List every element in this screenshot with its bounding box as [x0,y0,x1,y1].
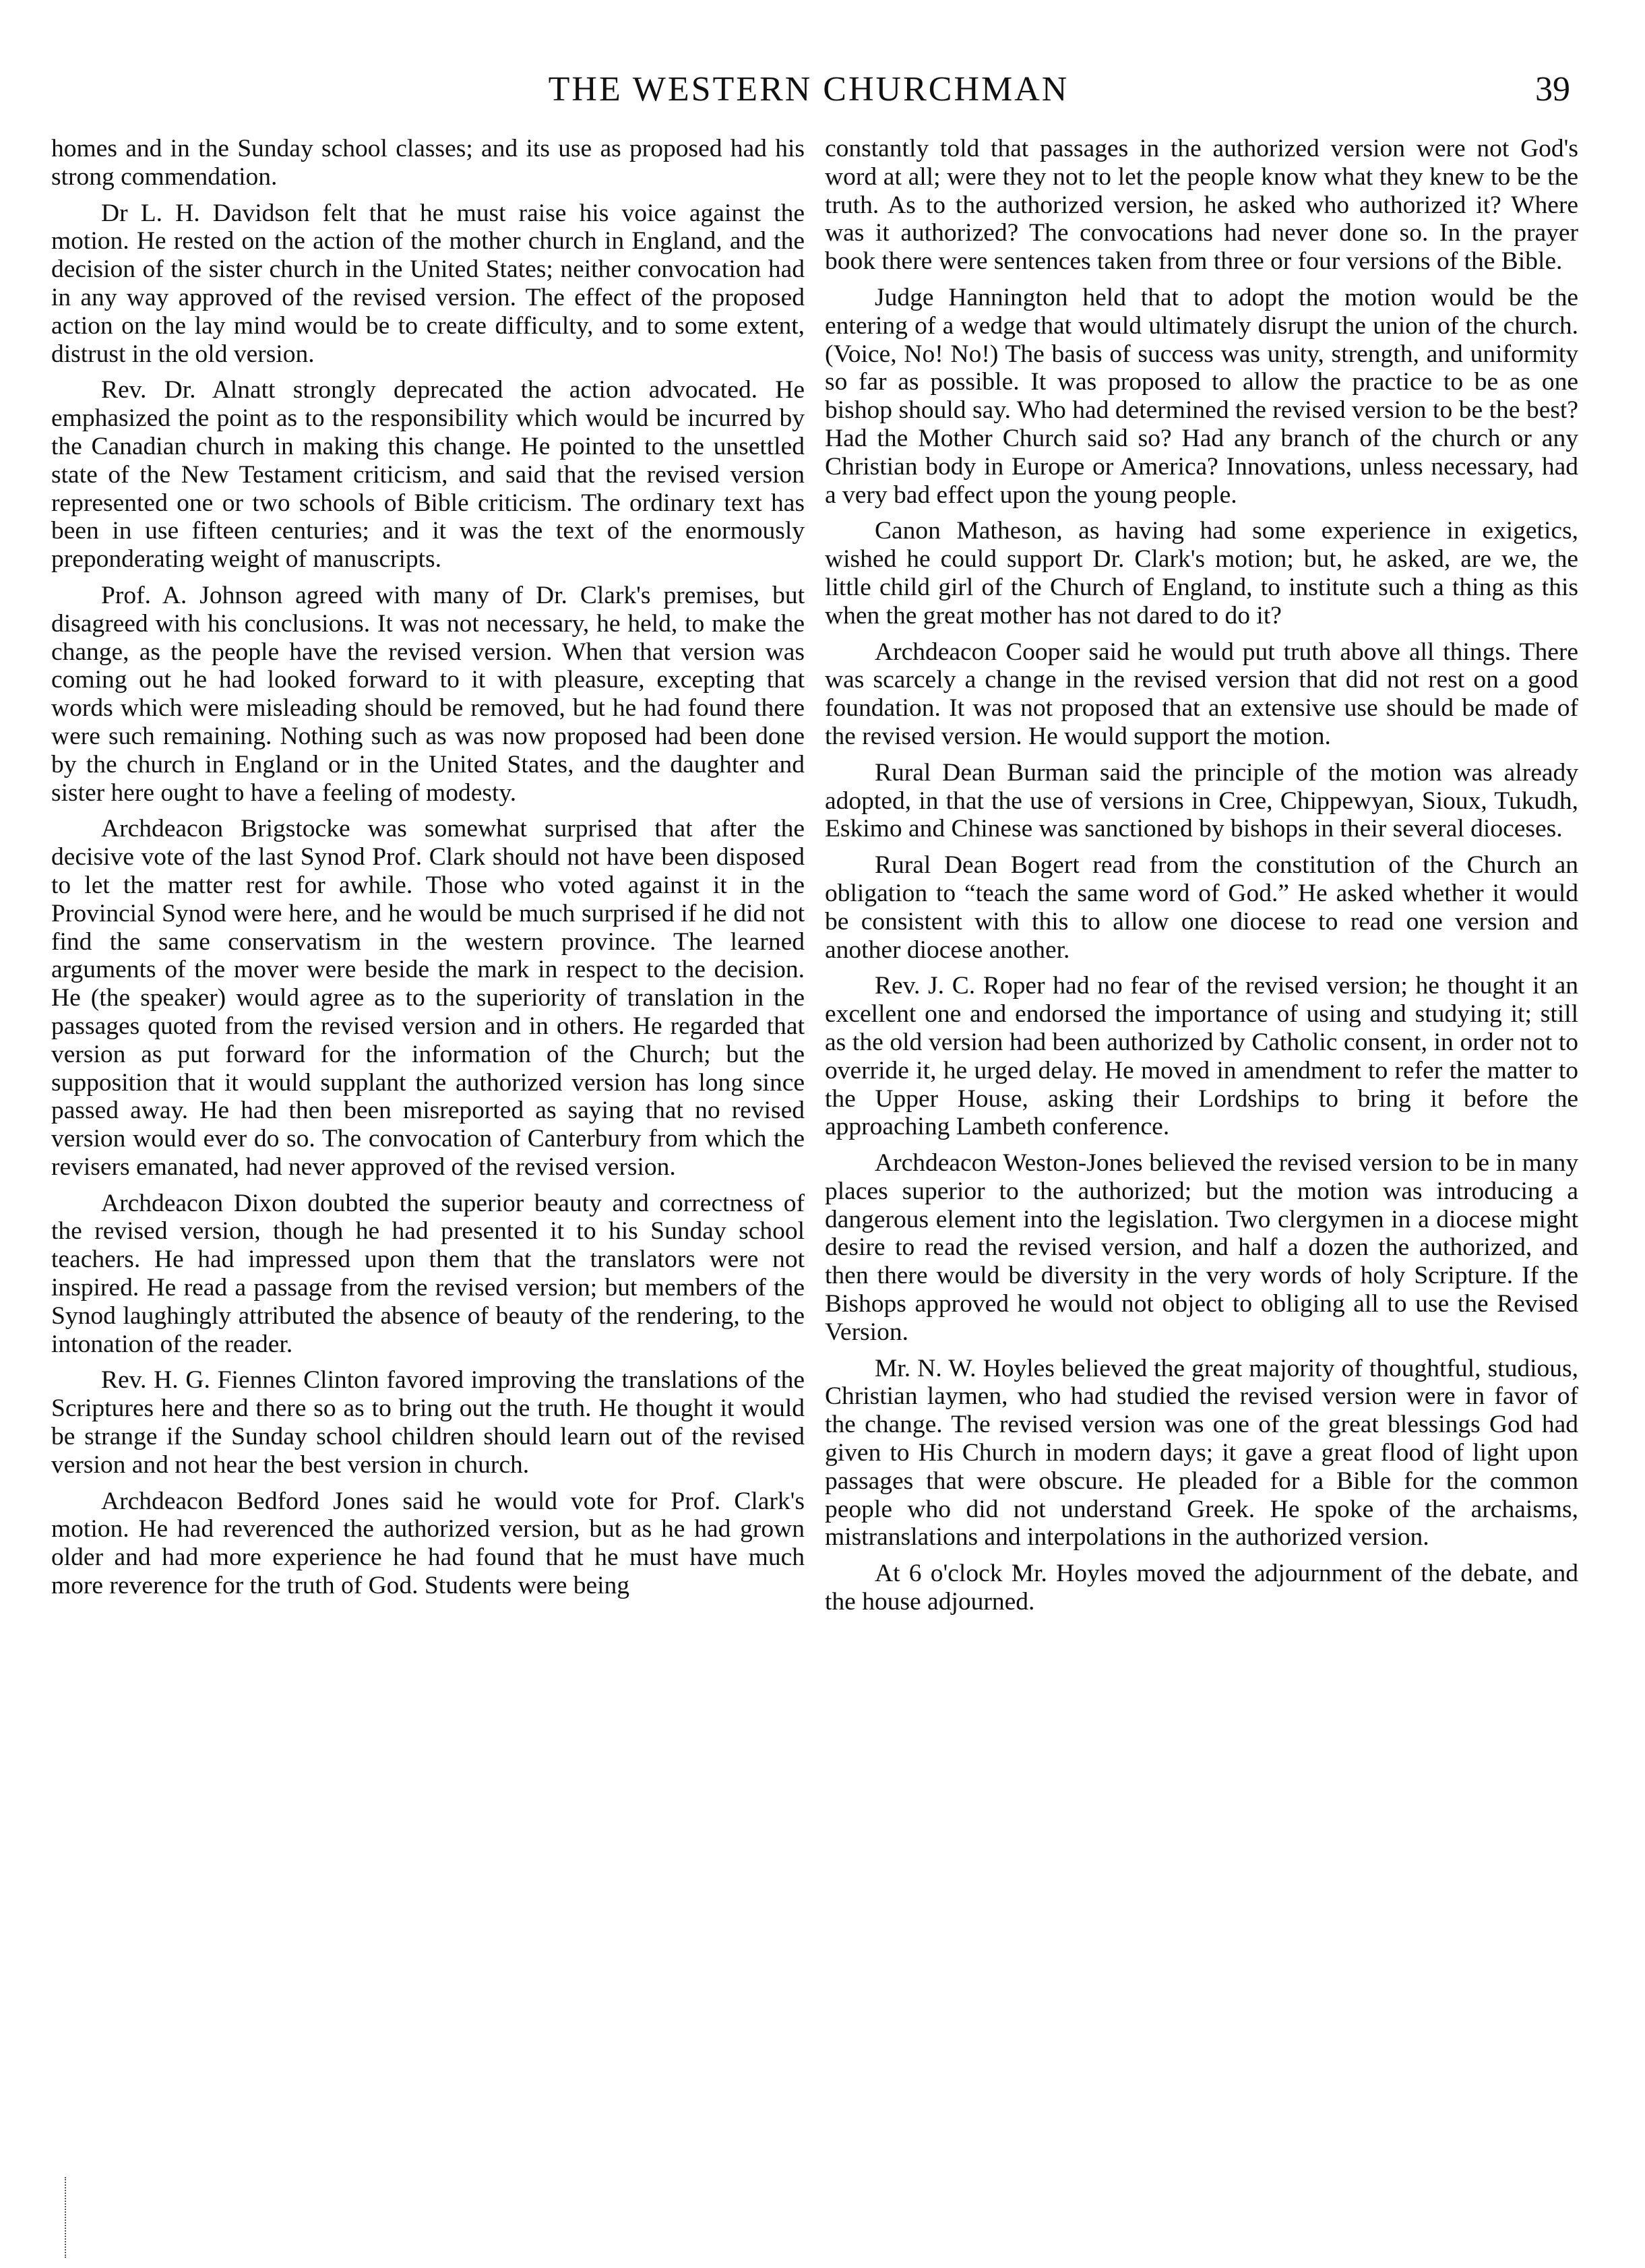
paragraph: Archdeacon Weston-Jones believed the revised version to be in many places superior to the authorized; but the motion was introducing a dangerous element into the legislation. Two clergymen in a diocese might desire to read the revised version, and half a dozen the authorized, and then there would be diversity in the very words of holy Scripture. If the Bishops approved he would not object to obliging all to use the Revised Version. [825,1149,1578,1346]
paragraph: Rural Dean Bogert read from the constitution of the Church an obligation to “teach the same word of God.” He asked whether it would be consistent with this to allow one diocese to read one version and another diocese another. [825,851,1578,964]
paragraph: Mr. N. W. Hoyles believed the great majority of thoughtful, studious, Christian laymen, who had studied the revised version were in favor of the change. The revised version was one of the great blessings God had given to His Church in modern days; it gave a great flood of light upon passages that were obscure. He pleaded for a Bible for the common people who did not understand Greek. He spoke of the archaisms, mistranslations and interpolations in the authorized version. [825,1354,1578,1552]
paragraph: Rev. J. C. Roper had no fear of the revised version; he thought it an excellent one and endorsed the importance of using and studying it; still as the old version had been authorized by Catholic consent, in order not to override it, he urged delay. He moved in amendment to refer the matter to the Upper House, asking their Lordships to bring it before the approaching Lambeth conference. [825,972,1578,1141]
paragraph: Dr L. H. Davidson felt that he must raise his voice against the motion. He rested on the action of the mother church in England, and the decision of the sister church in the United States; neither convocation had in any way approved of the revised version. The effect of the proposed action on the lay mind would be to create difficulty, and to some extent, distrust in the old version. [51,199,805,368]
page-header [47,66,1570,113]
page-number: 39 [1535,70,1570,109]
paragraph: Rev. H. G. Fiennes Clinton favored improving the translations of the Scriptures here and there so as to bring out the truth. He thought it would be strange if the Sunday school children should learn out of the revised version and not hear the best version in church. [51,1366,805,1479]
paragraph: Archdeacon Bedford Jones said he would vote for Prof. Clark's motion. He had reverenced the authorized version, but as he had grown older and had more experience he had found that he must have much more reverence for the truth of God. Students were being [51,1487,805,1600]
paragraph: constantly told that passages in the authorized version were not God's word at all; were they not to let the people know what they knew to be the truth. As to the authorized version, he asked who authorized it? Where was it authorized? The convocations had never done so. In the prayer book there were sentences taken from three or four versions of the Bible. [825,135,1578,276]
paragraph: Canon Matheson, as having had some experience in exigetics, wished he could support Dr. Clark's motion; but, he asked, are we, the little child girl of the Church of England, to institute such a thing as this when the great mother has not dared to do it? [825,517,1578,630]
paragraph: Rural Dean Burman said the principle of the motion was already adopted, in that the use of versions in Cree, Chippewyan, Sioux, Tukudh, Eskimo and Chinese was sanctioned by bishops in their several dioceses. [825,758,1578,843]
paragraph: Judge Hannington held that to adopt the motion would be the entering of a wedge that would ultimately disrupt the union of the church. (Voice, No! No!) The basis of success was unity, strength, and uniformity so far as possible. It was proposed to allow the practice to be as one bishop should say. Who had determined the revised version to be the best? Had the Mother Church said so? Had any branch of the church or any Christian body in Europe or America? Innovations, unless necessary, had a very bad effect upon the young people. [825,283,1578,509]
paragraph: Archdeacon Cooper said he would put truth above all things. There was scarcely a change in the revised version that did not rest on a good foundation. It was not proposed that an extensive use should be made of the revised version. He would support the motion. [825,638,1578,750]
margin-mark [65,2177,68,2258]
right-column [825,135,1578,1624]
paragraph: Archdeacon Brigstocke was somewhat surprised that after the decisive vote of the last Synod Prof. Clark should not have been disposed to let the matter rest for awhile. Those who voted against it in the Provincial Synod were here, and he would be much surprised if he did not find the same conservatism in the western province. The learned arguments of the mover were beside the mark in respect to the decision. He (the speaker) would agree as to the superiority of translation in the passages quoted from the revised version and in others. He regarded that version as put forward for the information of the Church; but the supposition that it would supplant the authorized version has long since passed away. He had then been misreported as saying that no revised version would ever do so. The convocation of Canterbury from which the revisers emanated, had never approved of the revised version. [51,815,805,1181]
paragraph: homes and in the Sunday school classes; and its use as proposed had his strong commendation. [51,135,805,191]
paragraph: Prof. A. Johnson agreed with many of Dr. Clark's premises, but disagreed with his conclusions. It was not necessary, he held, to make the change, as the people have the revised version. When that version was coming out he had looked forward to it with pleasure, excepting that words which were misleading should be removed, but he had found there were such remaining. Nothing such as was now proposed had been done by the church in England or in the United States, and the daughter and sister here ought to have a feeling of modesty. [51,581,805,807]
publication-title: THE WESTERN CHURCHMAN [548,70,1069,109]
paragraph: Rev. Dr. Alnatt strongly deprecated the action advocated. He emphasized the point as to the responsibility which would be incurred by the Canadian church in making this change. He pointed to the unsettled state of the New Testament criticism, and said that the revised version represented one or two schools of Bible criticism. The ordinary text has been in use fifteen centuries; and it was the text of the enormously preponderating weight of manuscripts. [51,376,805,574]
left-column [51,135,805,1608]
paragraph: Archdeacon Dixon doubted the superior beauty and correctness of the revised version, though he had presented it to his Sunday school teachers. He had impressed upon them that the translators were not inspired. He read a passage from the revised version; but members of the Synod laughingly attributed the absence of beauty of the rendering, to the intonation of the reader. [51,1189,805,1358]
paragraph: At 6 o'clock Mr. Hoyles moved the adjournment of the debate, and the house adjourned. [825,1560,1578,1616]
